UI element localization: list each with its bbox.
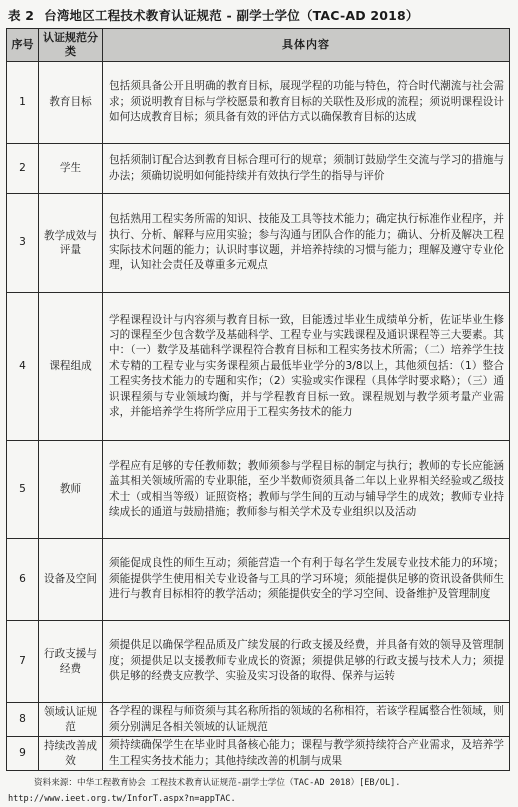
row-index: 5 (7, 441, 39, 539)
row-index: 9 (7, 737, 39, 771)
row-content: 须提供足以确保学程品质及广续发展的行政支援及经费，并具备有效的领导及管理制度；须提供足以支援教师专业成长的资源；须提供足够的行政支援与技术人力；须提供足够的经费支应教学、实验及实习设备的取得、保养与运转 (103, 621, 510, 703)
row-content: 学程应有足够的专任教师数；教师须参与学程目标的制定与执行；教师的专长应能涵盖其相关领域所需的专业职能，至少半数师资须具备二年以上业界相关经验或乙级技术士（或相当等级）证照资格；教师与学生间的互动与辅导学生的成效；教师专业持续成长的通道与鼓励措施；教师参与相关学术及专业组织以及活动 (103, 441, 510, 539)
row-content: 学程课程设计与内容须与教育目标一致，目能透过毕业生成绩单分析，佐证毕业生修习的课程至少包含数学及基础科学、工程专业与实践课程及通识课程等三大要素。其中：（一）数学及基础科学课程符合教育目标和工程实务技术所需；（二）培养学生技术专精的工程专业与实务课程须占最低毕业学分的3/8以上，其他须包括：（1）整合工程实务技术能力的专题和实作；（2）实验或实作课程（具体学时要求略）；（三）通识课程须与专业领域均衡，并与学程教育目标一致。课程规划与教学须考量产业需求，并能培养学生将所学应用于工程实务技术的能力 (103, 293, 510, 441)
row-category: 行政支援与经费 (39, 621, 103, 703)
row-category: 课程组成 (39, 293, 103, 441)
row-content: 包括须具备公开且明确的教育目标，展现学程的功能与特色，符合时代潮流与社会需求；须说明教育目标与学校愿景和教育目标的关联性及形成的流程；须说明课程设计如何达成教育目标；须具备有效的评估方式以确保教育目标的达成 (103, 62, 510, 144)
source-citation: 资料来源：中华工程教育协会 工程技术教育认证规范-副学士学位（TAC-AD 2018）[EB/OL]. (34, 778, 401, 788)
table-row (7, 293, 510, 441)
source-note (6, 775, 512, 807)
row-index: 1 (7, 62, 39, 144)
row-category: 设备及空间 (39, 539, 103, 621)
table-row (7, 539, 510, 621)
table-row (7, 737, 510, 771)
table-caption (6, 6, 512, 26)
row-content: 须能促成良性的师生互动；须能营造一个有利于每名学生发展专业技术能力的环境；须能提供学生使用相关专业设备与工具的学习环境；须能提供足够的资讯设备供师生进行与教育目标相符的教学活动；须能提供安全的学习空间、设备维护及管理制度 (103, 539, 510, 621)
row-content: 各学程的课程与师资须与其名称所指的领域的名称相符，若该学程属整合性领域，则须分别满足各相关领域的认证规范 (103, 703, 510, 737)
standards-table (6, 28, 510, 771)
row-index: 3 (7, 194, 39, 293)
row-category: 教学成效与评量 (39, 194, 103, 293)
table-row (7, 194, 510, 293)
row-index: 2 (7, 144, 39, 194)
table-row (7, 703, 510, 737)
row-content: 包括须制订配合达到教育目标合理可行的规章；须制订鼓励学生交流与学习的措施与办法；须确切说明如何能持续并有效执行学生的指导与评价 (103, 144, 510, 194)
source-url: http://www.ieet.org.tw/InforT.aspx?n=appTAC. (8, 794, 236, 804)
table-number: 表 2 (8, 8, 35, 23)
table-header-row (7, 29, 510, 62)
row-category: 领域认证规范 (39, 703, 103, 737)
row-category: 教师 (39, 441, 103, 539)
row-category: 学生 (39, 144, 103, 194)
row-index: 6 (7, 539, 39, 621)
row-content: 包括熟用工程实务所需的知识、技能及工具等技术能力；确定执行标准作业程序，并执行、分析、解释与应用实验；参与沟通与团队合作的能力；确认、分析及解决工程实际技术问题的能力；认识时事议题，并培养持续的习惯与能力；理解及遵守专业伦理，认知社会责任及尊重多元观点 (103, 194, 510, 293)
row-index: 4 (7, 293, 39, 441)
row-index: 7 (7, 621, 39, 703)
row-index: 8 (7, 703, 39, 737)
table-row (7, 144, 510, 194)
table-title: 台湾地区工程技术教育认证规范 - 副学士学位（TAC-AD 2018） (44, 8, 419, 23)
table-row (7, 441, 510, 539)
row-category: 持续改善成效 (39, 737, 103, 771)
header-category: 认证规范分类 (39, 29, 103, 62)
row-content: 须持续确保学生在毕业时具备核心能力；课程与教学须持续符合产业需求，及培养学生工程实务技术能力；其他持续改善的机制与成果 (103, 737, 510, 771)
row-category: 教育目标 (39, 62, 103, 144)
table-row (7, 62, 510, 144)
header-index: 序号 (7, 29, 39, 62)
header-content: 具体内容 (103, 29, 510, 62)
table-row (7, 621, 510, 703)
